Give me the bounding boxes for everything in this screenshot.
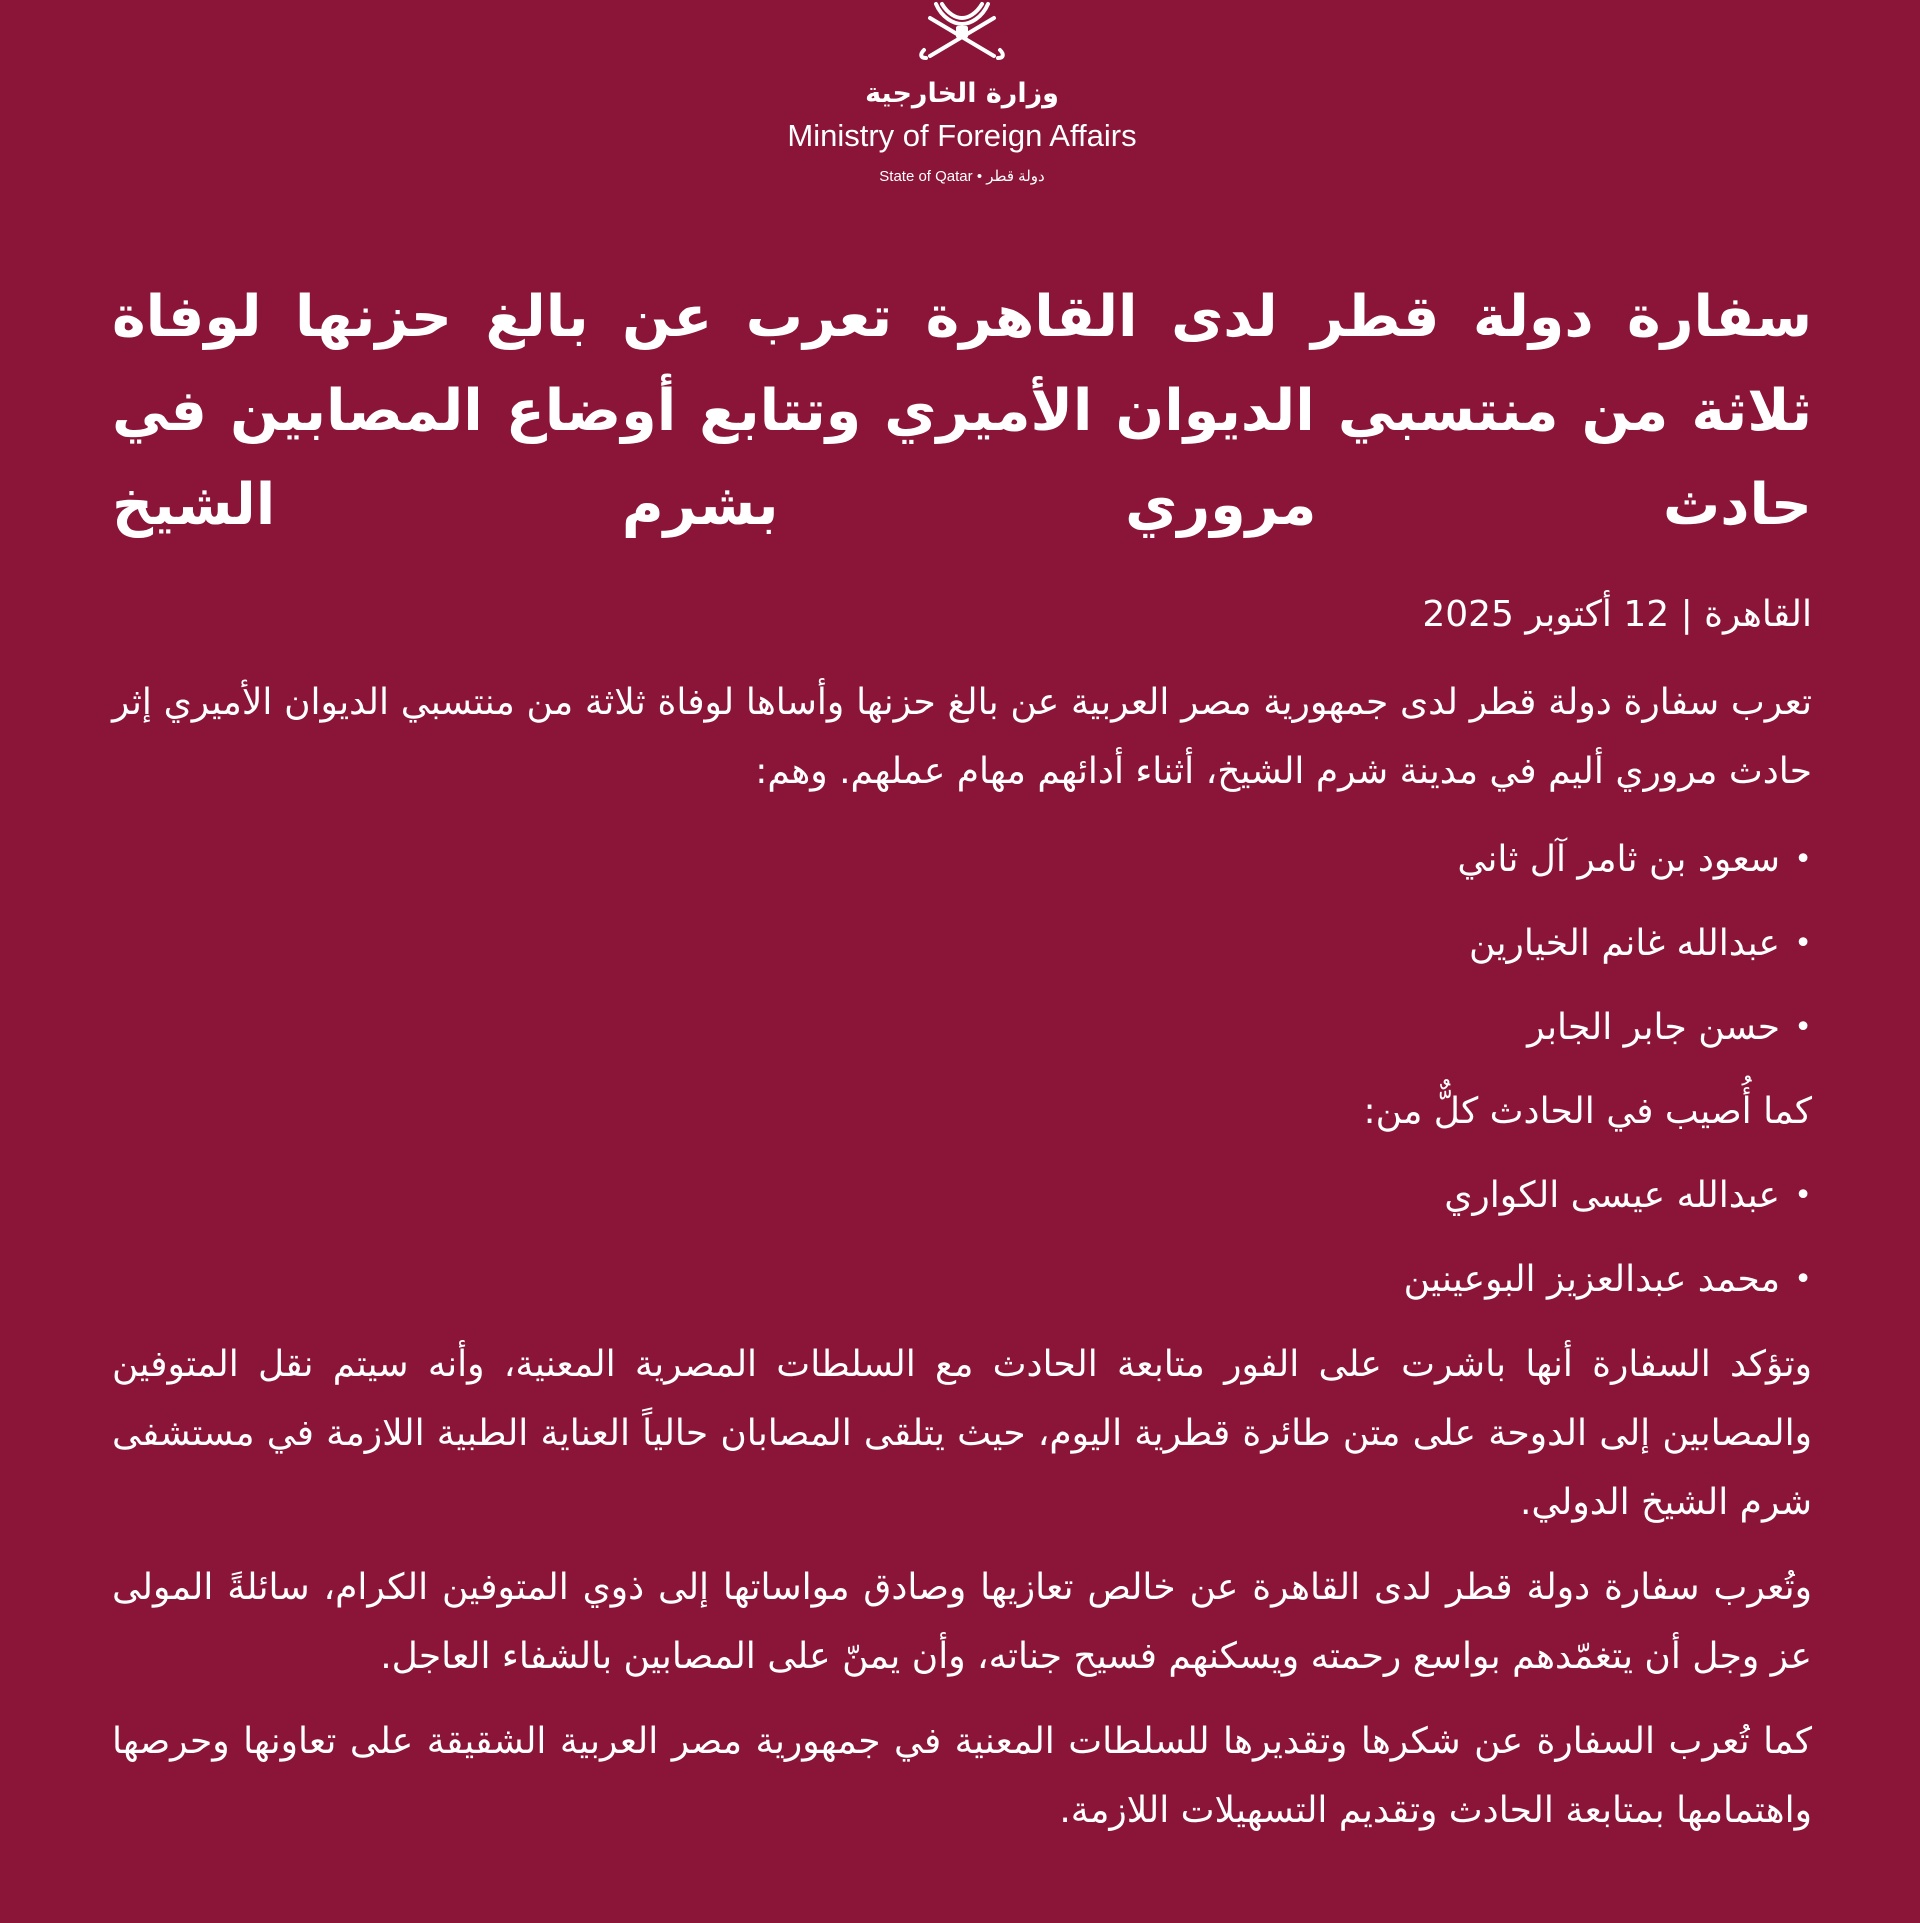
injured-intro: كما أُصيب في الحادث كلٌّ من:: [1363, 1091, 1812, 1132]
list-item: • محمد عبدالعزيز البوعينين: [112, 1238, 1780, 1322]
state-of-qatar-line: State of Qatar • دولة قطر: [879, 168, 1045, 185]
injured-list: [112, 1154, 1812, 1322]
ministry-name-arabic: وزارة الخارجية: [865, 78, 1059, 109]
list-item: • عبدالله عيسى الكواري: [112, 1154, 1780, 1238]
list-item: • عبدالله غانم الخيارين: [112, 902, 1780, 986]
ministry-header: [112, 0, 1812, 205]
list-item: • سعود بن ثامر آل ثاني: [112, 818, 1780, 902]
condolence-paragraph: وتُعرب سفارة دولة قطر لدى القاهرة عن خالص تعازيها وصادق مواساتها إلى ذوي المتوفين الكرام، سائلةً المولى عز وجل أن يتغمّدهم بواسع رحمته ويسكنهم فسيح جناته، وأن يمنّ على المصابين بالشفاء العاجل.: [112, 1567, 1812, 1677]
list-item: • حسن جابر الجابر: [112, 986, 1780, 1070]
qatar-emblem-icon: [902, 0, 1022, 62]
intro-paragraph: تعرب سفارة دولة قطر لدى جمهورية مصر العربية عن بالغ حزنها وأساها لوفاة ثلاثة من منتسبي الديوان الأميري إثر حادث مروري أليم في مدينة شرم الشيخ، أثناء أدائهم مهام عملهم. وهم:: [112, 682, 1812, 792]
gratitude-paragraph: كما تُعرب السفارة عن شكرها وتقديرها للسلطات المعنية في جمهورية مصر العربية الشقيقة على تعاونها وحرصها واهتمامها بمتابعة الحادث وتقديم التسهيلات اللازمة.: [112, 1721, 1812, 1831]
dateline: القاهرة | 12 أكتوبر 2025: [1422, 594, 1812, 635]
deceased-list: [112, 818, 1812, 1070]
ministry-name-english: Ministry of Foreign Affairs: [787, 118, 1137, 153]
press-release-headline: سفارة دولة قطر لدى القاهرة تعرب عن بالغ حزنها لوفاة ثلاثة من منتسبي الديوان الأميري وتتابع أوضاع المصابين في حادث مروري بشرم الشيخ: [112, 284, 1812, 538]
follow-up-paragraph: وتؤكد السفارة أنها باشرت على الفور متابعة الحادث مع السلطات المصرية المعنية، وأنه سيتم نقل المتوفين والمصابين إلى الدوحة على متن طائرة قطرية اليوم، حيث يتلقى المصابان حالياً العناية الطبية اللازمة في مستشفى شرم الشيخ الدولي.: [112, 1344, 1812, 1523]
